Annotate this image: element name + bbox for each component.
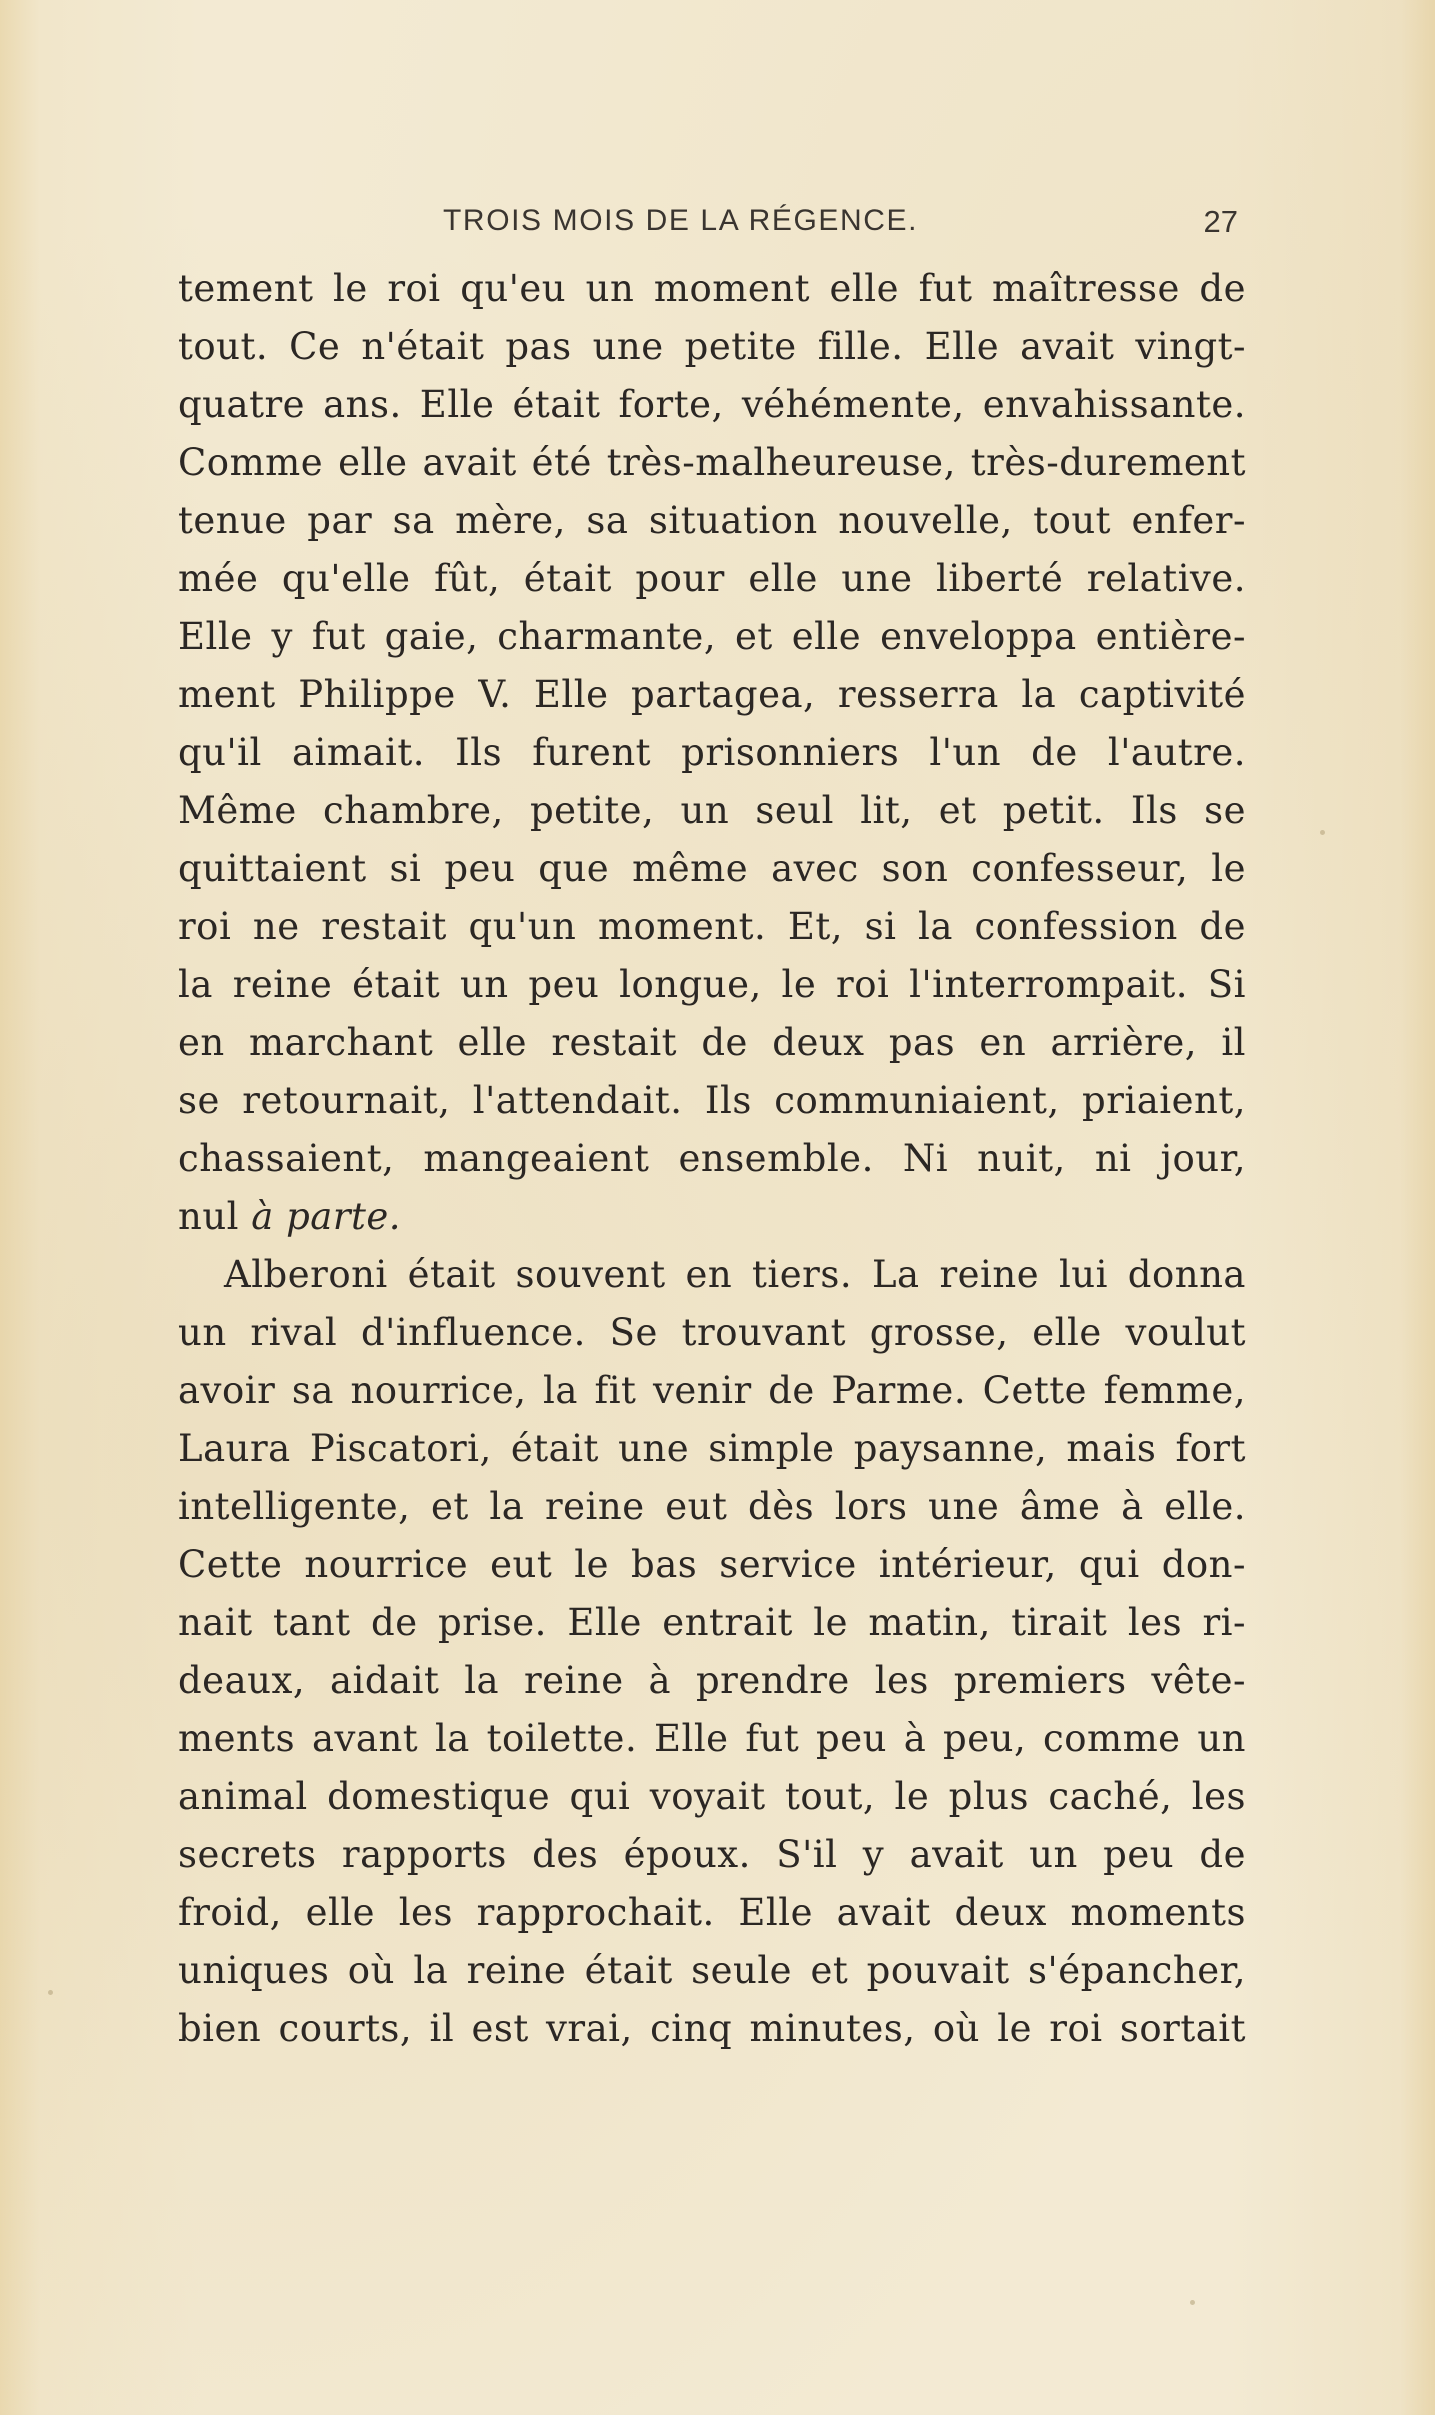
italic-phrase: à parte.	[251, 1195, 402, 1238]
text-line: tement le roi qu'eu un moment elle fut maîtresse de	[178, 267, 1246, 310]
text-line-last	[178, 1188, 1246, 1246]
text-line: uniques où la reine était seule et pouvait s'épancher,	[178, 1949, 1246, 1992]
text-line: ment Philippe V. Elle partagea, resserra la captivité	[178, 673, 1246, 716]
text-line: ments avant la toilette. Elle fut peu à peu, comme un	[178, 1717, 1246, 1760]
text-line: secrets rapports des époux. S'il y avait un peu de	[178, 1833, 1246, 1876]
text-line: chassaient, mangeaient ensemble. Ni nuit, ni jour,	[178, 1137, 1246, 1180]
text-line: avoir sa nourrice, la fit venir de Parme. Cette femme,	[178, 1369, 1246, 1412]
text-line: Laura Piscatori, était une simple paysanne, mais fort	[178, 1427, 1246, 1470]
text-line: Comme elle avait été très-malheureuse, très-durement	[178, 441, 1246, 484]
text-line: Même chambre, petite, un seul lit, et petit. Ils se	[178, 789, 1246, 832]
paper-speck	[1320, 830, 1325, 835]
text-line: Elle y fut gaie, charmante, et elle enveloppa entière-	[178, 615, 1246, 658]
text-line: se retournait, l'attendait. Ils communiaient, priaient,	[178, 1079, 1246, 1122]
text-line: intelligente, et la reine eut dès lors une âme à elle.	[178, 1485, 1246, 1528]
text-line: un rival d'influence. Se trouvant grosse, elle voulut	[178, 1311, 1246, 1354]
text-line-first: Alberoni était souvent en tiers. La reine lui donna	[224, 1253, 1246, 1296]
text-line: tout. Ce n'était pas une petite fille. Elle avait vingt-	[178, 325, 1246, 368]
text-line: la reine était un peu longue, le roi l'interrompait. Si	[178, 963, 1246, 1006]
text-line: animal domestique qui voyait tout, le plus caché, les	[178, 1775, 1246, 1818]
text-line: tenue par sa mère, sa situation nouvelle, tout enfer-	[178, 499, 1246, 542]
text-line: deaux, aidait la reine à prendre les premiers vête-	[178, 1659, 1246, 1702]
text-line: bien courts, il est vrai, cinq minutes, où le roi sortait	[178, 2007, 1246, 2050]
text-line: quatre ans. Elle était forte, véhémente, envahissante.	[178, 383, 1246, 426]
body-text	[178, 260, 1246, 2058]
paper-speck	[48, 1990, 53, 1995]
text-line: nait tant de prise. Elle entrait le matin, tirait les ri-	[178, 1601, 1246, 1644]
text-line: quittaient si peu que même avec son confesseur, le	[178, 847, 1246, 890]
paragraph-2	[178, 1246, 1246, 2058]
running-title: TROIS MOIS DE LA RÉGENCE.	[443, 204, 919, 237]
page-number: 27	[1203, 204, 1238, 239]
text-line: en marchant elle restait de deux pas en arrière, il	[178, 1021, 1246, 1064]
text-line: froid, elle les rapprochait. Elle avait deux moments	[178, 1891, 1246, 1934]
page-header	[178, 200, 1246, 250]
text-line: mée qu'elle fût, était pour elle une liberté relative.	[178, 557, 1246, 600]
text-line: qu'il aimait. Ils furent prisonniers l'un de l'autre.	[178, 731, 1246, 774]
last-line-prefix: nul	[178, 1195, 252, 1238]
paper-speck	[1190, 2300, 1195, 2305]
text-line: Cette nourrice eut le bas service intérieur, qui don-	[178, 1543, 1246, 1586]
text-line: roi ne restait qu'un moment. Et, si la confession de	[178, 905, 1246, 948]
paragraph-1	[178, 260, 1246, 1246]
